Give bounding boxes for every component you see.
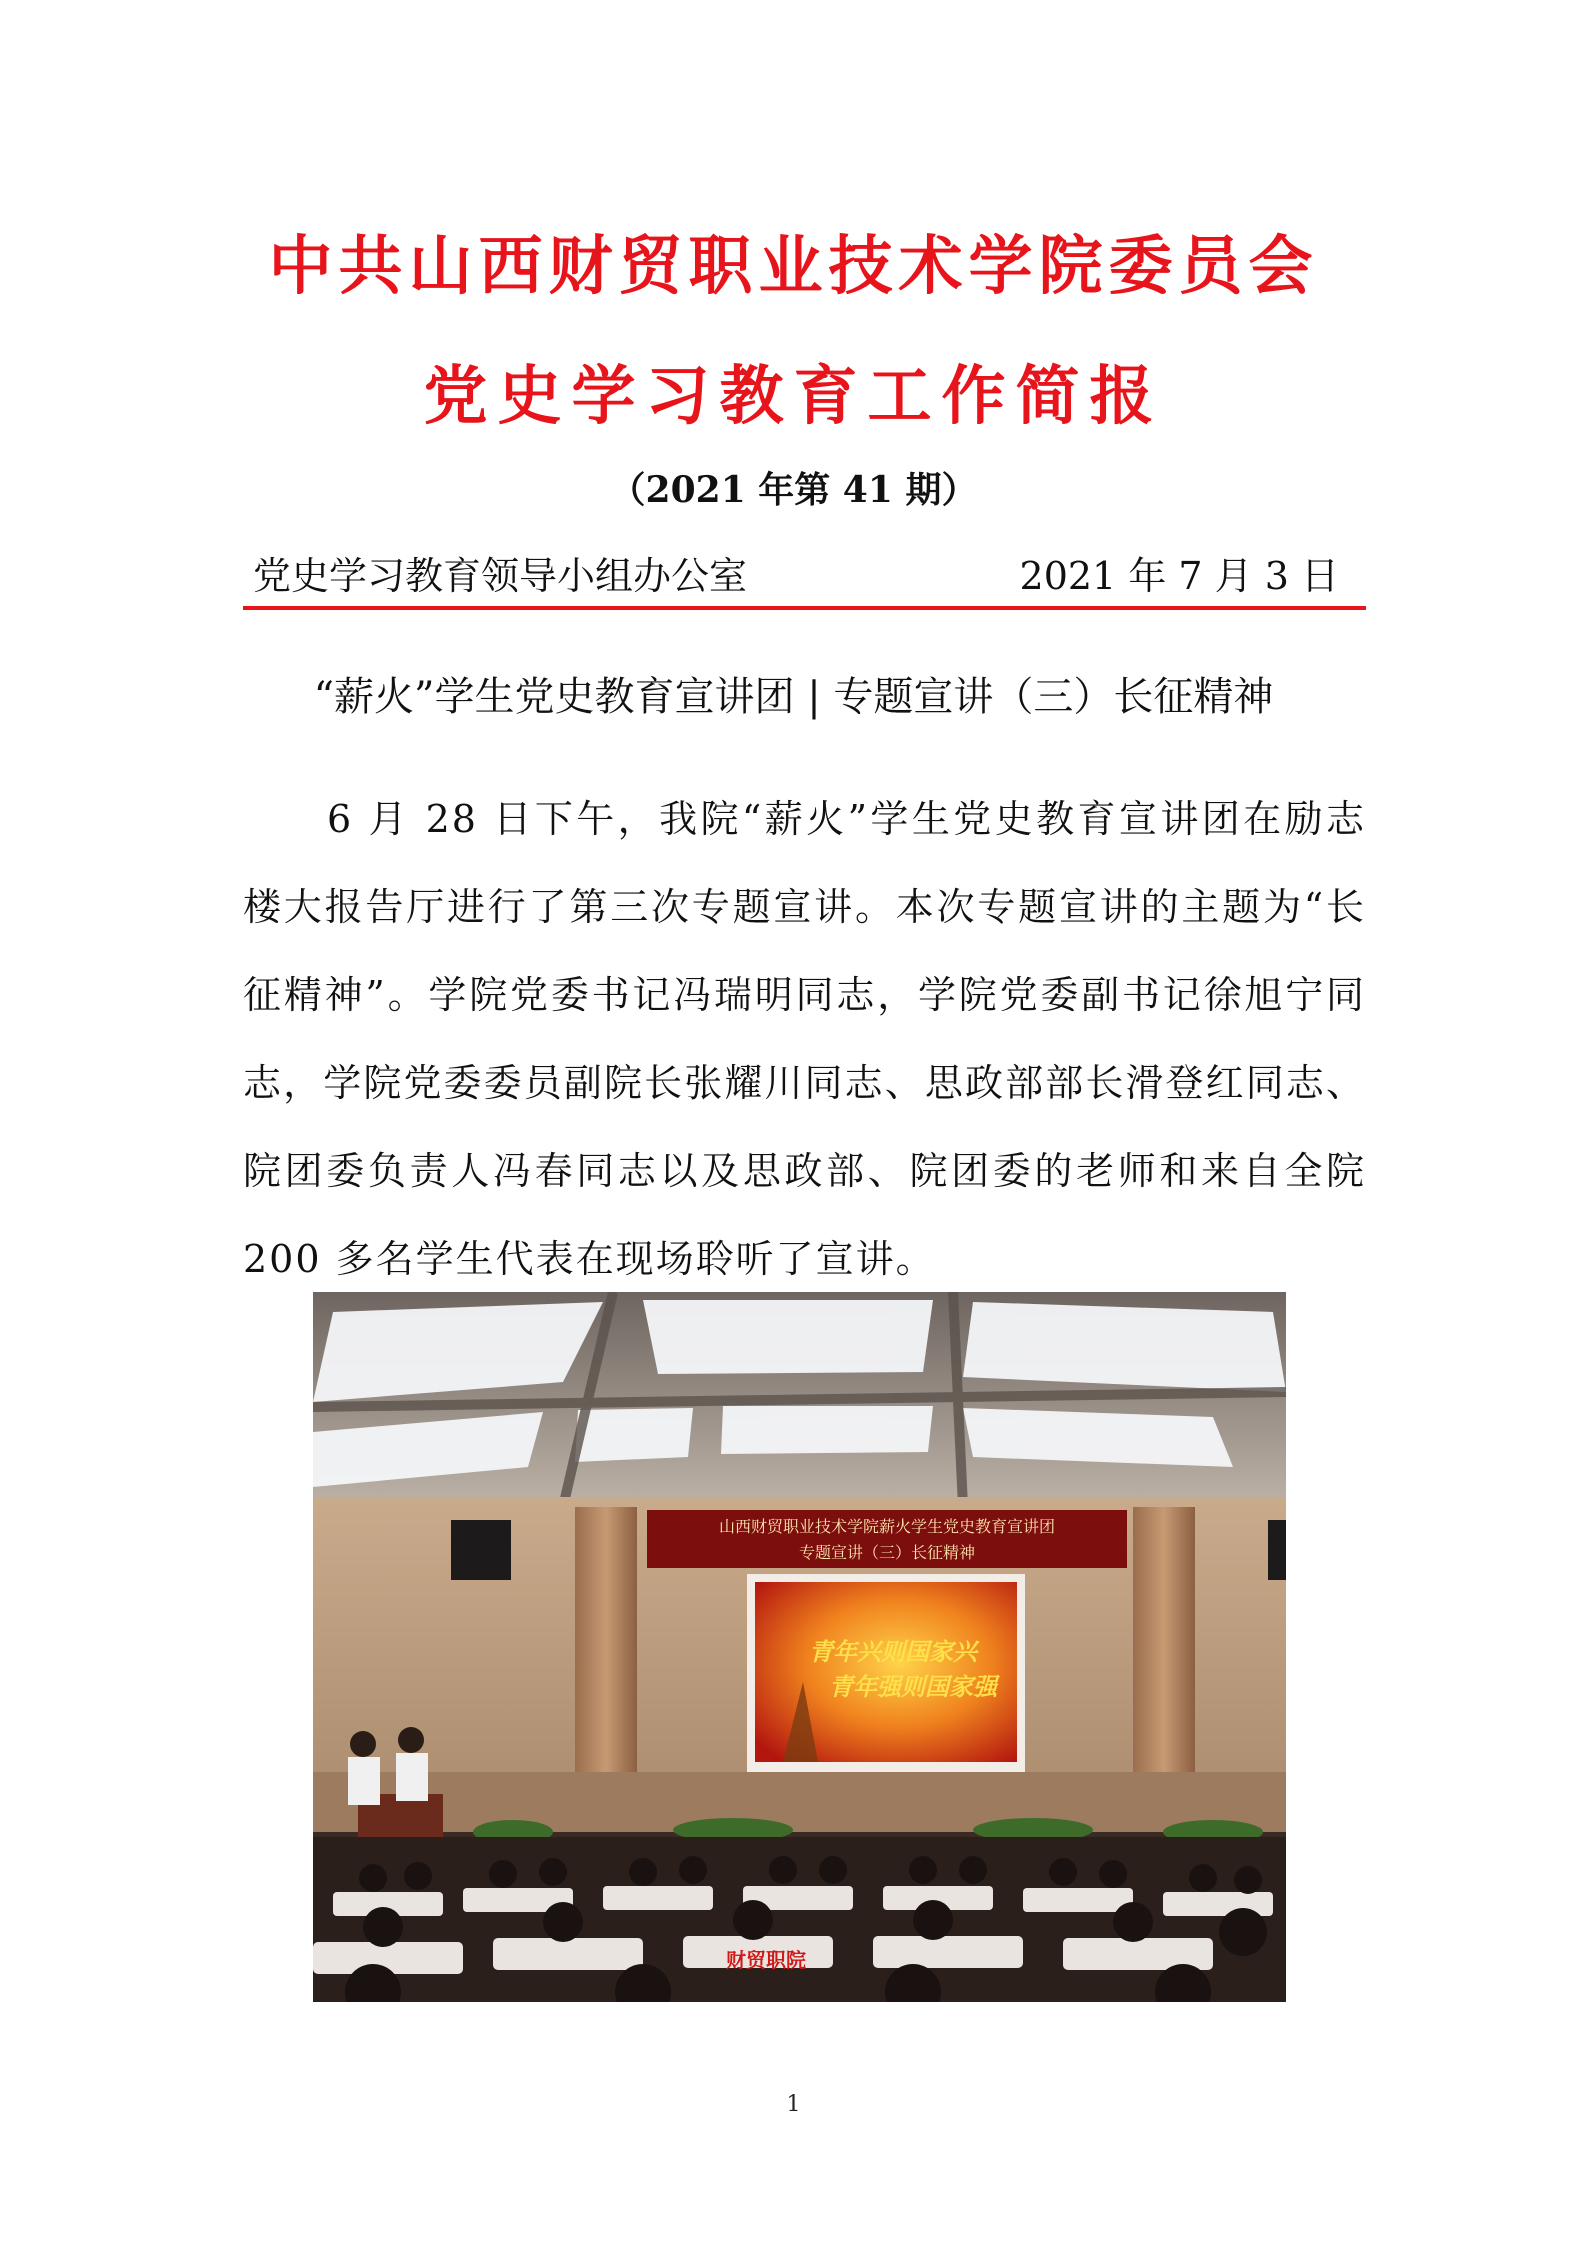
issue-date: 2021 年 7 月 3 日 (1019, 554, 1339, 598)
photo-banner-line2: 专题宣讲（三）长征精神 (798, 1543, 975, 1562)
photo-screen-line1: 青年兴则国家兴 (809, 1638, 977, 1666)
header-divider (243, 606, 1366, 610)
article-title: “薪火”学生党史教育宣讲团 | 专题宣讲（三）长征精神 (313, 674, 1274, 720)
bulletin-title-line2: 党史学习教育工作简报 (423, 359, 1164, 434)
issuing-office: 党史学习教育领导小组办公室 (253, 554, 748, 598)
photo-seat-label: 财贸职院 (726, 1948, 806, 1972)
bulletin-title-line1: 中共山西财贸职业技术学院委员会 (268, 229, 1319, 304)
lecture-hall-photo (313, 1292, 1286, 2002)
page-number: 1 (786, 2092, 801, 2117)
issue-number: （2021 年第 41 期） (609, 469, 978, 511)
article-body: 6 月 28 日下午，我院“薪火”学生党史教育宣讲团在励志楼大报告厅进行了第三次专题宣讲。本次专题宣讲的主题为“长征精神”。学院党委书记冯瑞明同志，学院党委副书记徐旭宁同志，学院党委委员副院长张耀川同志、思政部部长滑登红同志、院团委负责人冯春同志以及思政部、院团委的老师和来自全院200 多名学生代表在现场聆听了宣讲。 (243, 797, 1366, 1281)
photo-banner-line1: 山西财贸职业技术学院薪火学生党史教育宣讲团 (718, 1517, 1055, 1536)
photo-screen-line2: 青年强则国家强 (829, 1673, 997, 1701)
